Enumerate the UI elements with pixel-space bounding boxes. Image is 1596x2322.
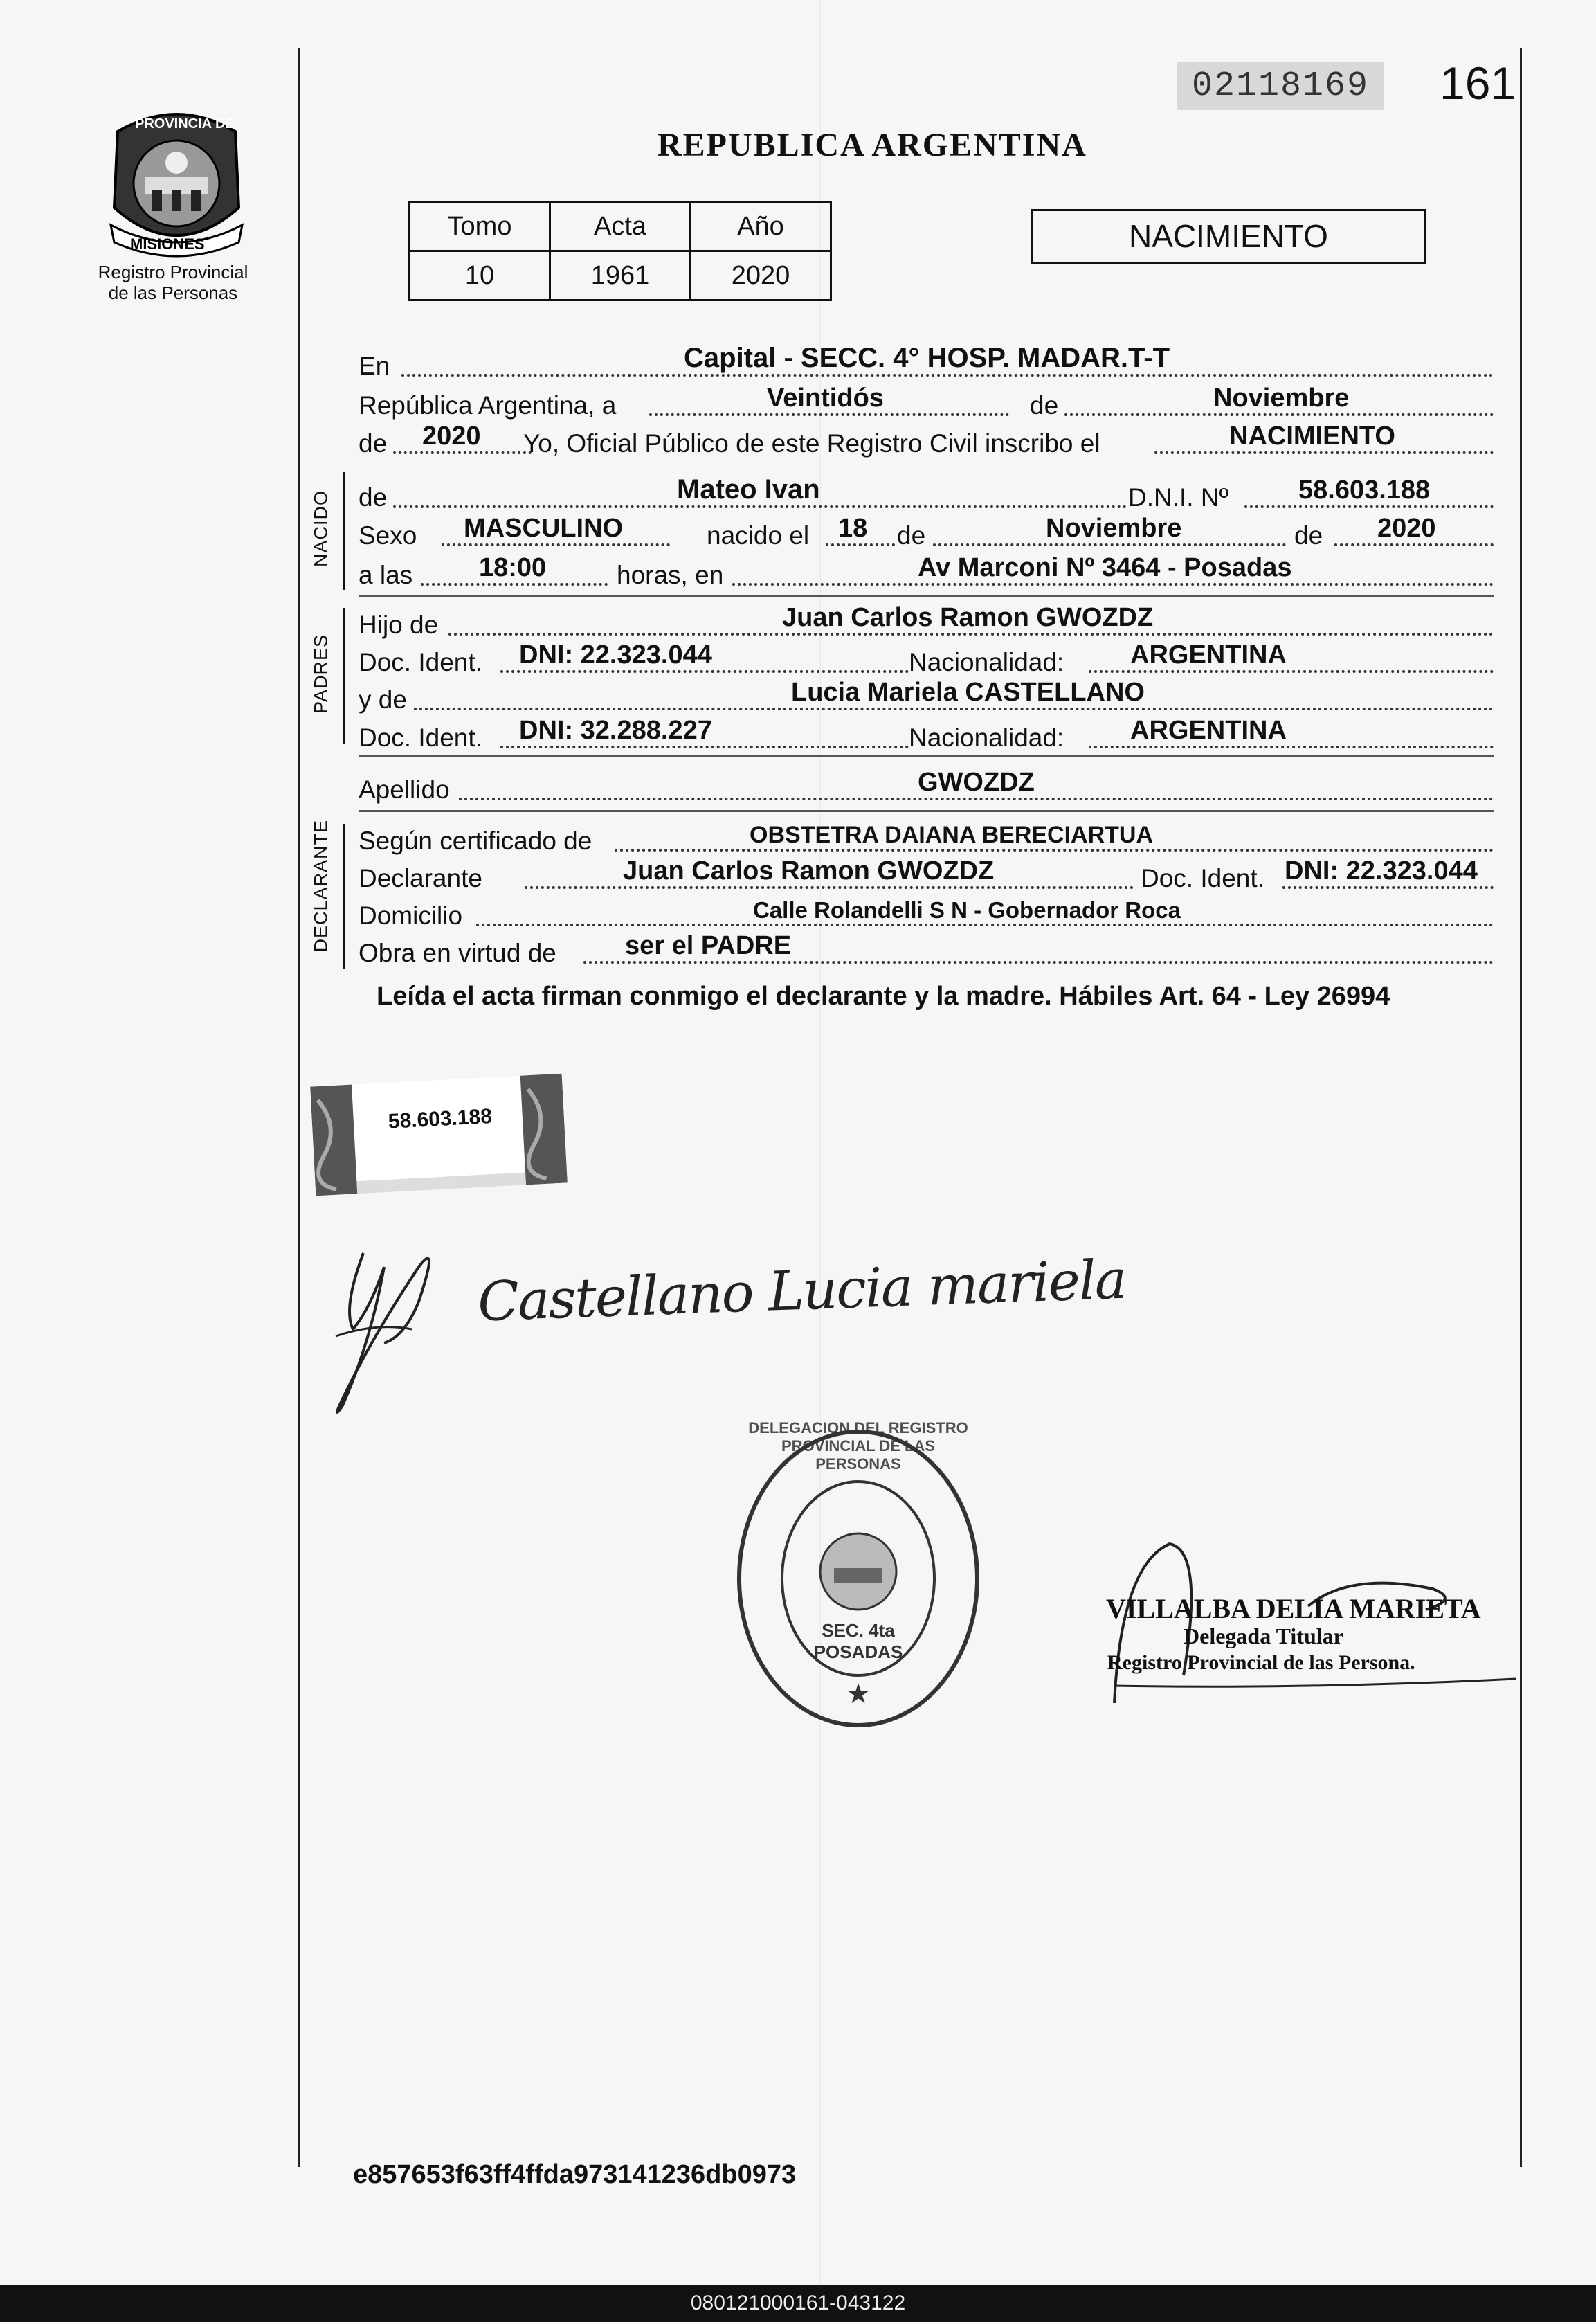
declarante-bar bbox=[343, 824, 345, 969]
label-mother-doc: Doc. Ident. bbox=[359, 723, 482, 752]
document-hash: e857653f63ff4ffda973141236db0973 bbox=[353, 2160, 797, 2189]
row-obra bbox=[359, 932, 1494, 971]
row-domicilio bbox=[359, 894, 1494, 933]
label-nacido-el: nacido el bbox=[707, 521, 810, 550]
label-horas: horas, en bbox=[617, 561, 724, 589]
label-en: En bbox=[359, 352, 390, 380]
row-certificado bbox=[359, 820, 1494, 858]
record-value-tomo: 10 bbox=[410, 251, 550, 300]
sticker-pattern-icon bbox=[310, 1074, 568, 1196]
row-father-doc bbox=[359, 641, 1494, 680]
record-header-tomo: Tomo bbox=[410, 202, 550, 251]
official-role: Delegada Titular bbox=[1184, 1623, 1343, 1648]
row-y-de bbox=[359, 678, 1494, 717]
label-apellido: Apellido bbox=[359, 775, 450, 804]
value-father-name: Juan Carlos Ramon GWOZDZ bbox=[782, 603, 1154, 632]
declarante-signature-icon bbox=[322, 1225, 488, 1433]
value-birth-month: Noviembre bbox=[1046, 514, 1182, 543]
divider-apellido bbox=[359, 810, 1494, 812]
sticker-number: 58.603.188 bbox=[388, 1104, 493, 1133]
footer-code: 080121000161-043122 bbox=[0, 2285, 1596, 2322]
record-table-values bbox=[410, 251, 831, 300]
record-header-ano: Año bbox=[691, 202, 831, 251]
value-birth-day: 18 bbox=[838, 514, 868, 543]
value-father-nationality: ARGENTINA bbox=[1130, 640, 1287, 669]
label-de-birth-month: de bbox=[897, 521, 926, 550]
label-domicilio: Domicilio bbox=[359, 901, 463, 930]
registry-line-2: de las Personas bbox=[108, 282, 238, 303]
label-hijo-de: Hijo de bbox=[359, 611, 439, 639]
value-birth-address: Av Marconi Nº 3464 - Posadas bbox=[918, 553, 1292, 582]
label-de-birth-year: de bbox=[1294, 521, 1323, 550]
value-child-dni: 58.603.188 bbox=[1298, 476, 1431, 505]
value-inscribe-type: NACIMIENTO bbox=[1229, 422, 1395, 451]
label-obra: Obra en virtud de bbox=[359, 939, 556, 967]
label-declarante: Declarante bbox=[359, 864, 482, 892]
label-yo: Yo, Oficial Público de este Registro Civil inscribo el bbox=[523, 429, 1100, 458]
official-office: Registro Provincial de las Persona. bbox=[1107, 1651, 1415, 1674]
value-apellido: GWOZDZ bbox=[918, 768, 1035, 797]
divider-nacido bbox=[359, 595, 1494, 597]
value-domicilio: Calle Rolandelli S N - Gobernador Roca bbox=[753, 897, 1181, 923]
row-mother-doc bbox=[359, 717, 1494, 755]
record-header-acta: Acta bbox=[550, 202, 691, 251]
registry-caption bbox=[69, 262, 277, 303]
record-table bbox=[408, 201, 832, 301]
value-father-doc: DNI: 22.323.044 bbox=[519, 640, 712, 669]
value-certificado: OBSTETRA DAIANA BERECIARTUA bbox=[750, 822, 1154, 848]
registry-line-1: Registro Provincial bbox=[98, 262, 248, 282]
label-mother-nationality: Nacionalidad: bbox=[909, 723, 1064, 752]
row-hijo-de bbox=[359, 604, 1494, 642]
divider-padres bbox=[359, 755, 1494, 757]
logo-text-bottom: MISIONES bbox=[130, 235, 205, 253]
value-year: 2020 bbox=[422, 422, 481, 451]
record-value-acta: 1961 bbox=[550, 251, 691, 300]
value-month: Noviembre bbox=[1213, 384, 1350, 413]
row-apellido bbox=[359, 768, 1494, 807]
padres-section-label: PADRES bbox=[310, 633, 332, 714]
row-declarante bbox=[359, 857, 1494, 896]
official-name: VILLALBA DELIA MARIETA bbox=[1106, 1593, 1481, 1624]
logo-text-top: PROVINCIA DE bbox=[135, 116, 235, 132]
value-place: Capital - SECC. 4° HOSP. MADAR.T-T bbox=[684, 343, 1170, 373]
row-en bbox=[359, 345, 1494, 384]
record-value-ano: 2020 bbox=[691, 251, 831, 300]
seal-ring-text: DELEGACION DEL REGISTRO PROVINCIAL DE LAS PERSONAS bbox=[748, 1419, 968, 1473]
value-time: 18:00 bbox=[479, 553, 547, 582]
seal-inner-text: SEC. 4ta POSADAS bbox=[813, 1620, 903, 1662]
row-nacido-name bbox=[359, 476, 1494, 515]
label-de-name: de bbox=[359, 483, 388, 512]
dni-sticker bbox=[310, 1074, 568, 1196]
nacido-section-label: NACIDO bbox=[310, 490, 332, 568]
value-day: Veintidós bbox=[767, 384, 884, 413]
label-a-las: a las bbox=[359, 561, 413, 589]
row-year bbox=[359, 422, 1494, 461]
nacido-bar bbox=[343, 472, 345, 590]
svg-text:★: ★ bbox=[846, 1679, 871, 1709]
value-declarante-doc: DNI: 22.323.044 bbox=[1285, 856, 1478, 885]
label-y-de: y de bbox=[359, 685, 407, 714]
record-table-header bbox=[410, 202, 831, 251]
right-margin-line bbox=[1520, 48, 1522, 2167]
value-birth-year: 2020 bbox=[1377, 514, 1436, 543]
value-sexo: MASCULINO bbox=[464, 514, 624, 543]
label-certificado: Según certificado de bbox=[359, 827, 592, 855]
page-number: 161 bbox=[1440, 57, 1516, 109]
left-margin-line bbox=[298, 48, 300, 2167]
act-type-box: NACIMIENTO bbox=[1031, 209, 1426, 264]
value-child-name: Mateo Ivan bbox=[677, 474, 820, 505]
value-mother-nationality: ARGENTINA bbox=[1130, 716, 1287, 745]
row-a-las bbox=[359, 554, 1494, 593]
value-mother-doc: DNI: 32.288.227 bbox=[519, 716, 712, 745]
registry-seal bbox=[727, 1412, 990, 1731]
label-sexo: Sexo bbox=[359, 521, 417, 550]
declarante-section-label: DECLARANTE bbox=[310, 819, 332, 953]
value-obra: ser el PADRE bbox=[625, 931, 792, 960]
country-title: REPUBLICA ARGENTINA bbox=[658, 127, 1087, 163]
label-dni: D.N.I. Nº bbox=[1128, 483, 1229, 512]
label-de-month: de bbox=[1030, 391, 1059, 420]
serial-number: 02118169 bbox=[1177, 62, 1384, 110]
label-father-nationality: Nacionalidad: bbox=[909, 648, 1064, 676]
label-de-year: de bbox=[359, 429, 388, 458]
closing-text: Leída el acta firman conmigo el declarante y la madre. Hábiles Art. 64 - Ley 26994 bbox=[377, 982, 1390, 1011]
padres-bar bbox=[343, 608, 345, 744]
mother-signature: Castellano Lucia mariela bbox=[476, 1248, 1127, 1334]
row-republica bbox=[359, 384, 1494, 423]
label-declarante-doc: Doc. Ident. bbox=[1141, 864, 1264, 892]
label-father-doc: Doc. Ident. bbox=[359, 648, 482, 676]
value-declarante-name: Juan Carlos Ramon GWOZDZ bbox=[623, 856, 995, 885]
label-republica: República Argentina, a bbox=[359, 391, 617, 420]
value-mother-name: Lucia Mariela CASTELLANO bbox=[791, 678, 1145, 707]
row-sexo bbox=[359, 514, 1494, 553]
